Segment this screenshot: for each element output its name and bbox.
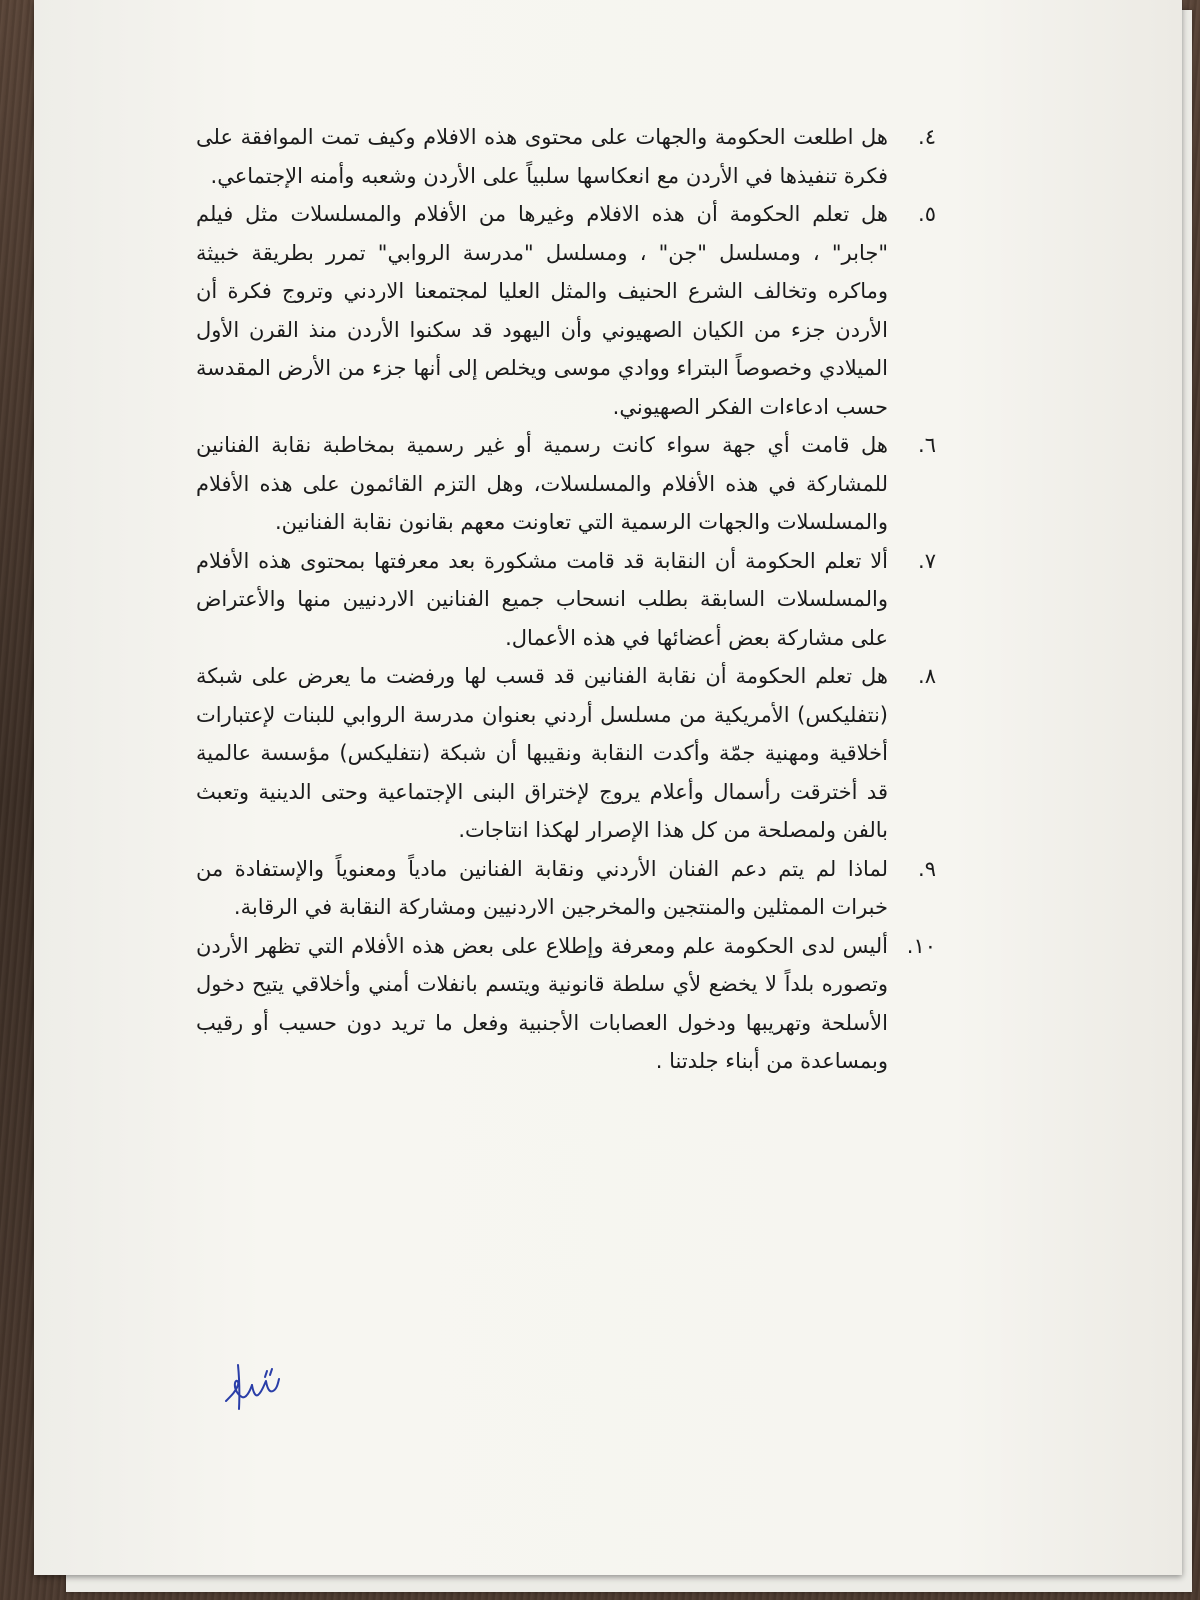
question-number: ٨.: [918, 664, 936, 688]
question-number: ٦.: [918, 433, 936, 457]
question-item-4: [196, 118, 936, 195]
question-text: ألا تعلم الحكومة أن النقابة قد قامت مشكورة بعد معرفتها بمحتوى هذه الأفلام والمسلسلات السابقة بطلب انسحاب جميع الفنانين الاردنيين منها والأعتراض على مشاركة بعض أعضائها في هذه الأعمال.: [196, 548, 888, 650]
questions-list: [196, 118, 936, 1081]
handwritten-signature-icon: [222, 1355, 286, 1415]
document-body: [196, 118, 936, 1081]
question-text: هل اطلعت الحكومة والجهات على محتوى هذه الافلام وكيف تمت الموافقة على فكرة تنفيذها في الأردن مع انعكاسها سلبياً على الأردن وشعبه وأمنه الإجتماعي.: [196, 125, 888, 188]
question-number: ٧.: [918, 548, 936, 573]
question-number: ٤.: [918, 125, 936, 149]
question-text: هل تعلم الحكومة أن نقابة الفنانين قد قسب لها ورفضت ما يعرض على شبكة (نتفليكس) الأمريكية من مسلسل أردني بعنوان مدرسة الروابي للبنات لإعتبارات أخلاقية ومهنية جمّة وأكدت النقابة ونقيبها أن شبكة (نتفليكس) مؤسسة عالمية قد أخترقت رأسمال وأعلام يروج لإختراق البنى الإجتماعية وحتى الدينية وتعبث بالفن ولمصلحة من كل هذا الإصرار لهكذا انتاجات.: [196, 664, 888, 842]
question-item-7: [196, 542, 936, 658]
question-item-5: [196, 195, 936, 426]
question-text: هل تعلم الحكومة أن هذه الافلام وغيرها من الأفلام والمسلسلات مثل فيلم "جابر" ، ومسلسل "جن" ، ومسلسل "مدرسة الروابي" تمرر بطريقة خبيثة وماكره وتخالف الشرع الحنيف والمثل العليا لمجتمعنا الاردني وتروج فكرة أن الأردن جزء من الكيان الصهيوني وأن اليهود قد سكنوا الأردن منذ القرن الأول الميلادي وخصوصاً البتراء ووادي موسى ويخلص إلى أنها جزء من الأرض المقدسة حسب ادعاءات الفكر الصهيوني.: [196, 202, 888, 419]
question-number: ٩.: [918, 856, 936, 881]
question-number: ١٠.: [906, 933, 936, 958]
question-item-9: [196, 850, 936, 927]
question-text: لماذا لم يتم دعم الفنان الأردني ونقابة الفنانين مادياً ومعنوياً والإستفادة من خبرات الممثلين والمنتجين والمخرجين الاردنيين ومشاركة النقابة في الرقابة.: [196, 856, 888, 919]
question-text: أليس لدى الحكومة علم ومعرفة وإطلاع على بعض هذه الأفلام التي تظهر الأردن وتصوره بلداً لا يخضع لأي سلطة قانونية ويتسم بانفلات أمني وأخلاقي يتيح دخول الأسلحة وتهريبها ودخول العصابات الأجنبية وفعل ما تريد دون حسيب أو رقيب وبمساعدة من أبناء جلدتنا .: [196, 933, 888, 1073]
question-text: هل قامت أي جهة سواء كانت رسمية أو غير رسمية بمخاطبة نقابة الفنانين للمشاركة في هذه الأفلام والمسلسلات، وهل التزم القائمون على هذه الأفلام والمسلسلات والجهات الرسمية التي تعاونت معهم بقانون نقابة الفنانين.: [196, 433, 888, 534]
question-item-8: [196, 657, 936, 850]
question-number: ٥.: [918, 202, 936, 226]
question-item-6: [196, 426, 936, 542]
question-item-10: [196, 927, 936, 1081]
